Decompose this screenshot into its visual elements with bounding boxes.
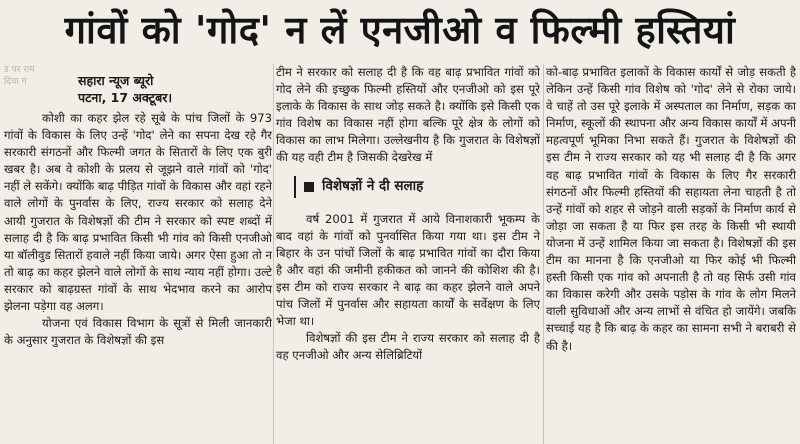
subheading	[294, 177, 540, 197]
byline-agency: सहारा न्यूज ब्यूरो	[78, 73, 154, 88]
column-divider	[543, 64, 544, 444]
article-column-3	[546, 64, 796, 444]
paragraph: वर्ष 2001 में गुजरात में आये विनाशकारी भूकम्प के बाद वहां के गांवों को पुनर्वासित किया गया था। इस टीम ने बिहार के उन पांचों जिलों के बाढ़ प्रभावित गांवों का दौरा किया है और वहां की जमीनी हकीकत को जानने की कोशिश की है। इस टीम को राज्य सरकार ने बाढ़ का कहर झेलने वाले अपने पांच जिलों में पुनर्वास और सहायता कार्यों के सर्वेक्षण के लिए भेजा था।	[276, 211, 540, 329]
article-column-1	[4, 64, 272, 444]
byline-dateline: पटना, 17 अक्टूबर।	[78, 90, 173, 105]
paragraph: टीम ने सरकार को सलाह दी है कि वह बाढ़ प्रभावित गांवों को गोद लेने की इच्छुक फिल्मी हस्तियों और एनजीओ को इस पूरे इलाके के विकास के साथ जोड़ सकते है। क्योंकि इसे किसी एक गांव विशेष का विकास नहीं होगा बल्कि पूरे क्षेत्र के लोगों को विकास का लाभ मिलेगा। उल्लेखनीय है कि गुजरात के विशेषज्ञों की यह वही टीम है जिसकी देखरेख में	[276, 65, 540, 165]
paragraph: योजना एवं विकास विभाग के सूत्रों से मिली जानकारी के अनुसार गुजरात के विशेषज्ञों की इस	[4, 316, 272, 348]
paragraph: विशेषज्ञों की इस टीम ने राज्य सरकार को सलाह दी है वह एनजीओ और अन्य सेलिब्रिटियों	[276, 331, 540, 363]
article-column-2	[276, 64, 540, 444]
subheading-bar-icon	[294, 176, 296, 198]
column-divider	[273, 64, 274, 444]
paragraph: को-बाढ़ प्रभावित इलाकों के विकास कार्यों से जोड़ सकती है लेकिन उन्हें किसी गांव विशेष को 'गोद' लेने से रोका जाये। वे चाहें तो उस पूरे इलाके में अस्पताल का निर्माण, सड़क का निर्माण, स्कूलों की स्थापना और अन्य विकास कार्यों में अपनी महत्वपूर्ण भूमिका निभा सकते हैं। गुजरात के विशेषज्ञों की इस टीम ने राज्य सरकार को यह भी सलाह दी है कि अगर वह बाढ़ प्रभावित गांवों के विकास के लिए गैर सरकारी संगठनों और फिल्मी हस्तियों की सहायता लेना चाहती है तो उन्हें गांवों को शहर से जोड़ने वाली सड़कों के निर्माण कार्य से जोड़ा जा सकता है या फिर इस तरह के किसी भी स्थायी योजना में उन्हें शामिल किया जा सकता है। विशेषज्ञों की इस टीम का मानना है कि एनजीओ या फिर कोई भी फिल्मी हस्ती किसी एक गांव को अपनाती है तो वह सिर्फ उसी गांव का विकास करेगी और उसके पड़ोस के गांव के लोग मिलने वाली सुविधाओं और अन्य लाभों से वंचित हो जायेंगे। जबकि सच्चाई यह है कि बाढ़ के कहर का सामना सभी ने बराबरी से की है।	[546, 65, 796, 353]
headline: गांवों को 'गोद' न लें एनजीओ व फिल्मी हस्तियां	[64, 8, 736, 52]
subheading-text: विशेषज्ञों ने दी सलाह	[322, 178, 424, 195]
faded-adjacent-text: ड पर राम दिया ग	[4, 65, 35, 87]
square-bullet-icon	[304, 182, 314, 192]
byline	[78, 72, 272, 106]
paragraph: कोशी का कहर झेल रहे सूबे के पांच जिलों के 973 गांवों के विकास के लिए उन्हें 'गोद' लेने का सपना देख रहे गैर सरकारी संगठनों और फिल्मी जगत के सितारों के लिए एक बुरी खबर है। अब वे कोशी के प्रलय से जूझने वाले गांवों को 'गोद' नहीं ले सकेंगे। क्योंकि बाढ़ पीड़ित गांवों के विकास और वहां रहने वाले लोगों के पुनर्वास के लिए, राज्य सरकार को सलाह देने आयी गुजरात के विशेषज्ञों की टीम ने सरकार को स्पष्ट शब्दों में सलाह दी है कि बाढ़ प्रभावित किसी भी गांव को किसी एनजीओ या बॉलीवुड सितारों हवाले नहीं किया जाये। अगर ऐसा हुआ तो न तो बाढ़ का कहर झेलने वाले लोगों के साथ न्याय नहीं होगा। उल्टे सरकार को बाढ़ग्रस्त गांवों के साथ भेदभाव करने का आरोप झेलना पड़ेगा वह अलग।	[4, 111, 272, 314]
